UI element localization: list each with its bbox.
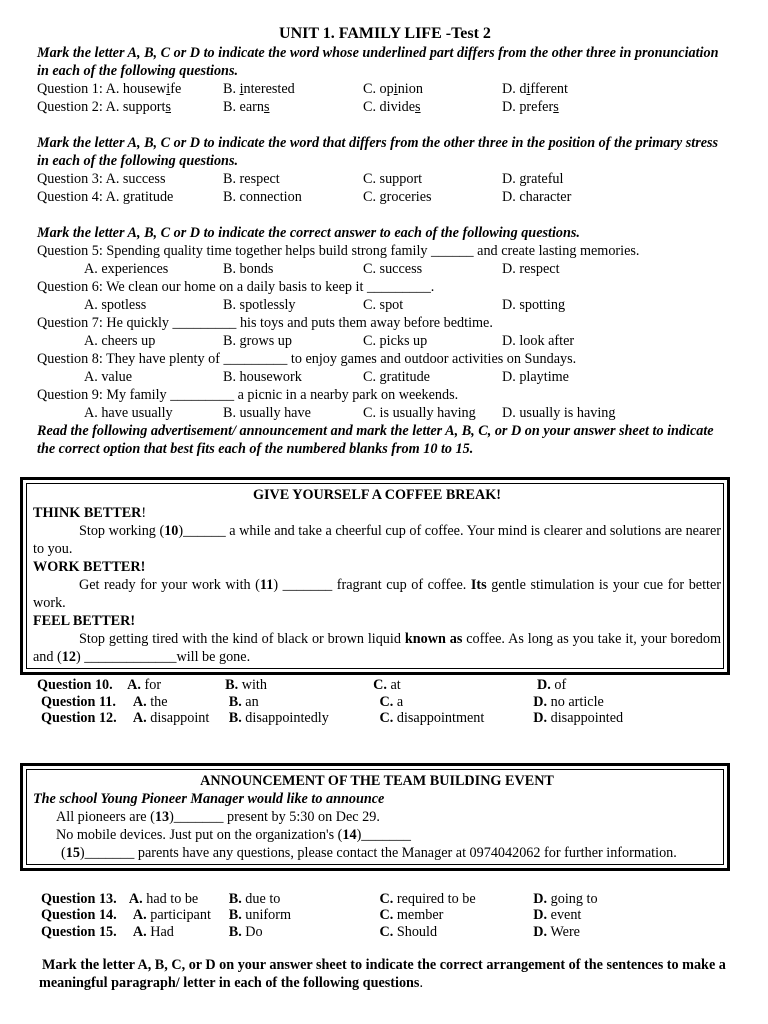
section-5-instruction: Mark the letter A, B, C, or D on your answer sheet to indicate the correct arrangement of the sentences to make a meaningful paragraph/ letter in each of the following questions. [39,957,726,991]
question-12-label: Question 12. [41,710,117,726]
question-6-options [37,296,733,314]
q15-option-a: Had [150,923,174,940]
announcement-line-14: No mobile devices. Just put on the organization's (14)_______ [56,826,411,843]
q5-option-a: A. experiences [84,261,169,277]
q13-option-c: required to be [396,890,476,907]
question-2 [37,98,733,116]
q14-option-d: event [550,907,582,923]
q2-d-underlined: s [553,99,559,115]
question-15-label: Question 15. [41,923,117,940]
q3-option-a: Question 3: A. success [37,171,166,187]
announcement-box [20,763,730,871]
section-2-instruction: Mark the letter A, B, C or D to indicate the word that differs from the other three in the position of the primary stress in each of the following questions. [37,135,719,169]
q8-option-c: C. gratitude [363,369,430,385]
q6-option-c: C. spot [363,297,404,313]
question-5-stem: Question 5: Spending quality time together helps build strong family ______ and create lasting memories. [37,243,640,259]
question-8-stem: Question 8: They have plenty of _________ to enjoy games and outdoor activities on Sundays. [37,351,577,367]
q2-a-underlined: s [165,99,172,115]
q12-option-c: disappointment [396,710,485,726]
q8-option-d: D. playtime [502,369,569,385]
q1-d-rest: fferent [530,81,568,97]
q6-option-d: D. spotting [502,297,566,313]
q1-d-underlined: i [526,81,531,97]
q14-option-b: uniform [245,907,292,923]
q3-option-d: D. grateful [502,171,564,187]
q1-a-rest: fe [170,81,182,97]
q2-option-b: B. earn [223,99,264,115]
q11-option-b: an [245,693,259,710]
question-4 [37,188,733,206]
question-13-label: Question 13. [41,890,117,907]
question-3 [37,170,733,188]
q1-option-a: Question 1: A. housew [37,81,167,97]
question-7-options [37,332,733,350]
question-10-label: Question 10. [37,677,113,693]
q6-option-a: A. spotless [84,297,147,313]
q1-b-underlined: i [239,81,244,97]
q1-a-underlined: i [166,81,171,97]
q5-option-c: C. success [363,261,423,277]
q2-option-c: C. divide [363,99,416,115]
q4-option-b: B. connection [223,189,302,205]
q4-option-c: C. groceries [363,189,432,205]
question-1 [37,80,733,98]
page-title: UNIT 1. FAMILY LIFE -Test 2 [279,25,491,42]
q4-option-a: Question 4: A. gratitude [37,189,174,205]
q15-option-d: Were [550,923,580,940]
q14-option-c: member [396,907,444,923]
q9-option-b: B. usually have [223,405,311,421]
section-3-instruction: Mark the letter A, B, C or D to indicate the correct answer to each of the following questions. [37,225,580,241]
q11-option-d: no article [550,693,604,710]
question-9-stem: Question 9: My family _________ a picnic in a nearby park on weekends. [37,387,459,403]
section-4-instruction: Read the following advertisement/ announcement and mark the letter A, B, C, or D on your answer sheet to indicate the correct option that best fits each of the numbered blanks from 10 to 15. [37,423,714,457]
q9-option-a: A. have usually [84,405,173,421]
q7-option-c: C. picks up [363,333,428,349]
q10-option-b: with [241,677,267,693]
q1-c-rest: nion [397,81,423,97]
section-1-instruction: Mark the letter A, B, C or D to indicate the word whose underlined part differs from the other three in pronunciation in each of the following questions. [37,45,719,79]
q1-c-underlined: i [393,81,398,97]
q8-option-b: B. housework [223,369,302,385]
q14-option-a: participant [150,907,211,923]
announcement-line-15: (15)_______ parents have any questions, please contact the Manager at 0974042062 for further information. [61,844,677,861]
q7-option-d: D. look after [502,333,575,349]
question-11-label: Question 11. [41,693,116,710]
q7-option-a: A. cheers up [84,333,156,349]
q9-option-d: D. usually is having [502,405,616,421]
question-14: Question 14. A. participant B. uniform C. member D. event [41,907,582,923]
q2-option-d: D. prefer [502,99,554,115]
question-8-options [37,368,733,386]
question-5-options [37,260,733,278]
ad-heading-think: THINK BETTER! [33,505,147,521]
question-13: Question 13. A. had to be B. due to C. required to be D. going to [41,890,598,907]
question-11: Question 11. A. the B. an C. a D. no article [41,693,604,710]
q15-option-c: Should [396,923,438,940]
question-9-options [37,404,733,422]
q10-option-a: for [144,677,162,693]
ad-paragraph-2: Get ready for your work with (11) _______ fragrant cup of coffee. Its gentle stimulation is your cue for better work. [33,577,721,611]
advertisement-box [20,477,730,675]
q7-option-b: B. grows up [223,333,292,349]
question-14-label: Question 14. [41,907,117,923]
advertisement-title: GIVE YOURSELF A COFFEE BREAK! [252,487,502,503]
q12-option-b: disappointedly [245,710,329,726]
q8-option-a: A. value [84,369,133,385]
ad-heading-feel: FEEL BETTER! [33,613,136,629]
question-15: Question 15. A. Had B. Do C. Should D. Were [41,923,580,940]
q12-option-a: disappoint [150,710,210,726]
q11-option-a: the [150,693,168,710]
q13-option-a: had to be [146,890,199,907]
worksheet-page [33,24,733,992]
announcement-title: ANNOUNCEMENT OF THE TEAM BUILDING EVENT [200,772,554,789]
q2-option-a: Question 2: A. support [37,99,166,115]
ad-paragraph-1: Stop working (10)______ a while and take a cheerful cup of coffee. Your mind is clearer and solutions are nearer to you. [33,523,722,557]
q4-option-d: D. character [502,189,572,205]
q1-option-b: B. [223,81,240,97]
q15-option-b: Do [245,923,263,940]
q5-option-d: D. respect [502,261,560,277]
question-6-stem: Question 6: We clean our home on a daily basis to keep it _________. [37,279,435,295]
ad-paragraph-3: Stop getting tired with the kind of black or brown liquid known as coffee. As long as you take it, your boredom and (12) _____________will be gone. [33,631,721,665]
ad-heading-work: WORK BETTER! [33,559,146,575]
question-10: Question 10. A. for B. with C. at D. of [37,677,567,693]
question-12: Question 12. A. disappoint B. disappointedly C. disappointment D. disappointed [41,710,624,726]
announcement-line-13: All pioneers are (13)_______ present by 5:30 on Dec 29. [56,808,380,825]
q1-option-c: C. op [363,81,394,97]
q12-option-d: disappointed [550,710,624,726]
q10-option-d: of [554,677,567,693]
q3-option-c: C. support [363,171,423,187]
q2-c-underlined: s [415,99,421,115]
q2-b-underlined: s [263,99,270,115]
q11-option-c: a [396,693,404,710]
q10-option-c: at [390,677,401,693]
q9-option-c: C. is usually having [363,405,476,421]
question-7-stem: Question 7: He quickly _________ his toys and puts them away before bedtime. [37,315,493,331]
q13-option-d: going to [550,890,598,907]
q5-option-b: B. bonds [223,261,274,277]
q13-option-b: due to [245,890,281,907]
q1-option-d: D. d [502,81,527,97]
q3-option-b: B. respect [223,171,280,187]
q1-b-rest: nterested [243,81,295,97]
announcement-intro: The school Young Pioneer Manager would like to announce [33,790,385,807]
q6-option-b: B. spotlessly [223,297,296,313]
